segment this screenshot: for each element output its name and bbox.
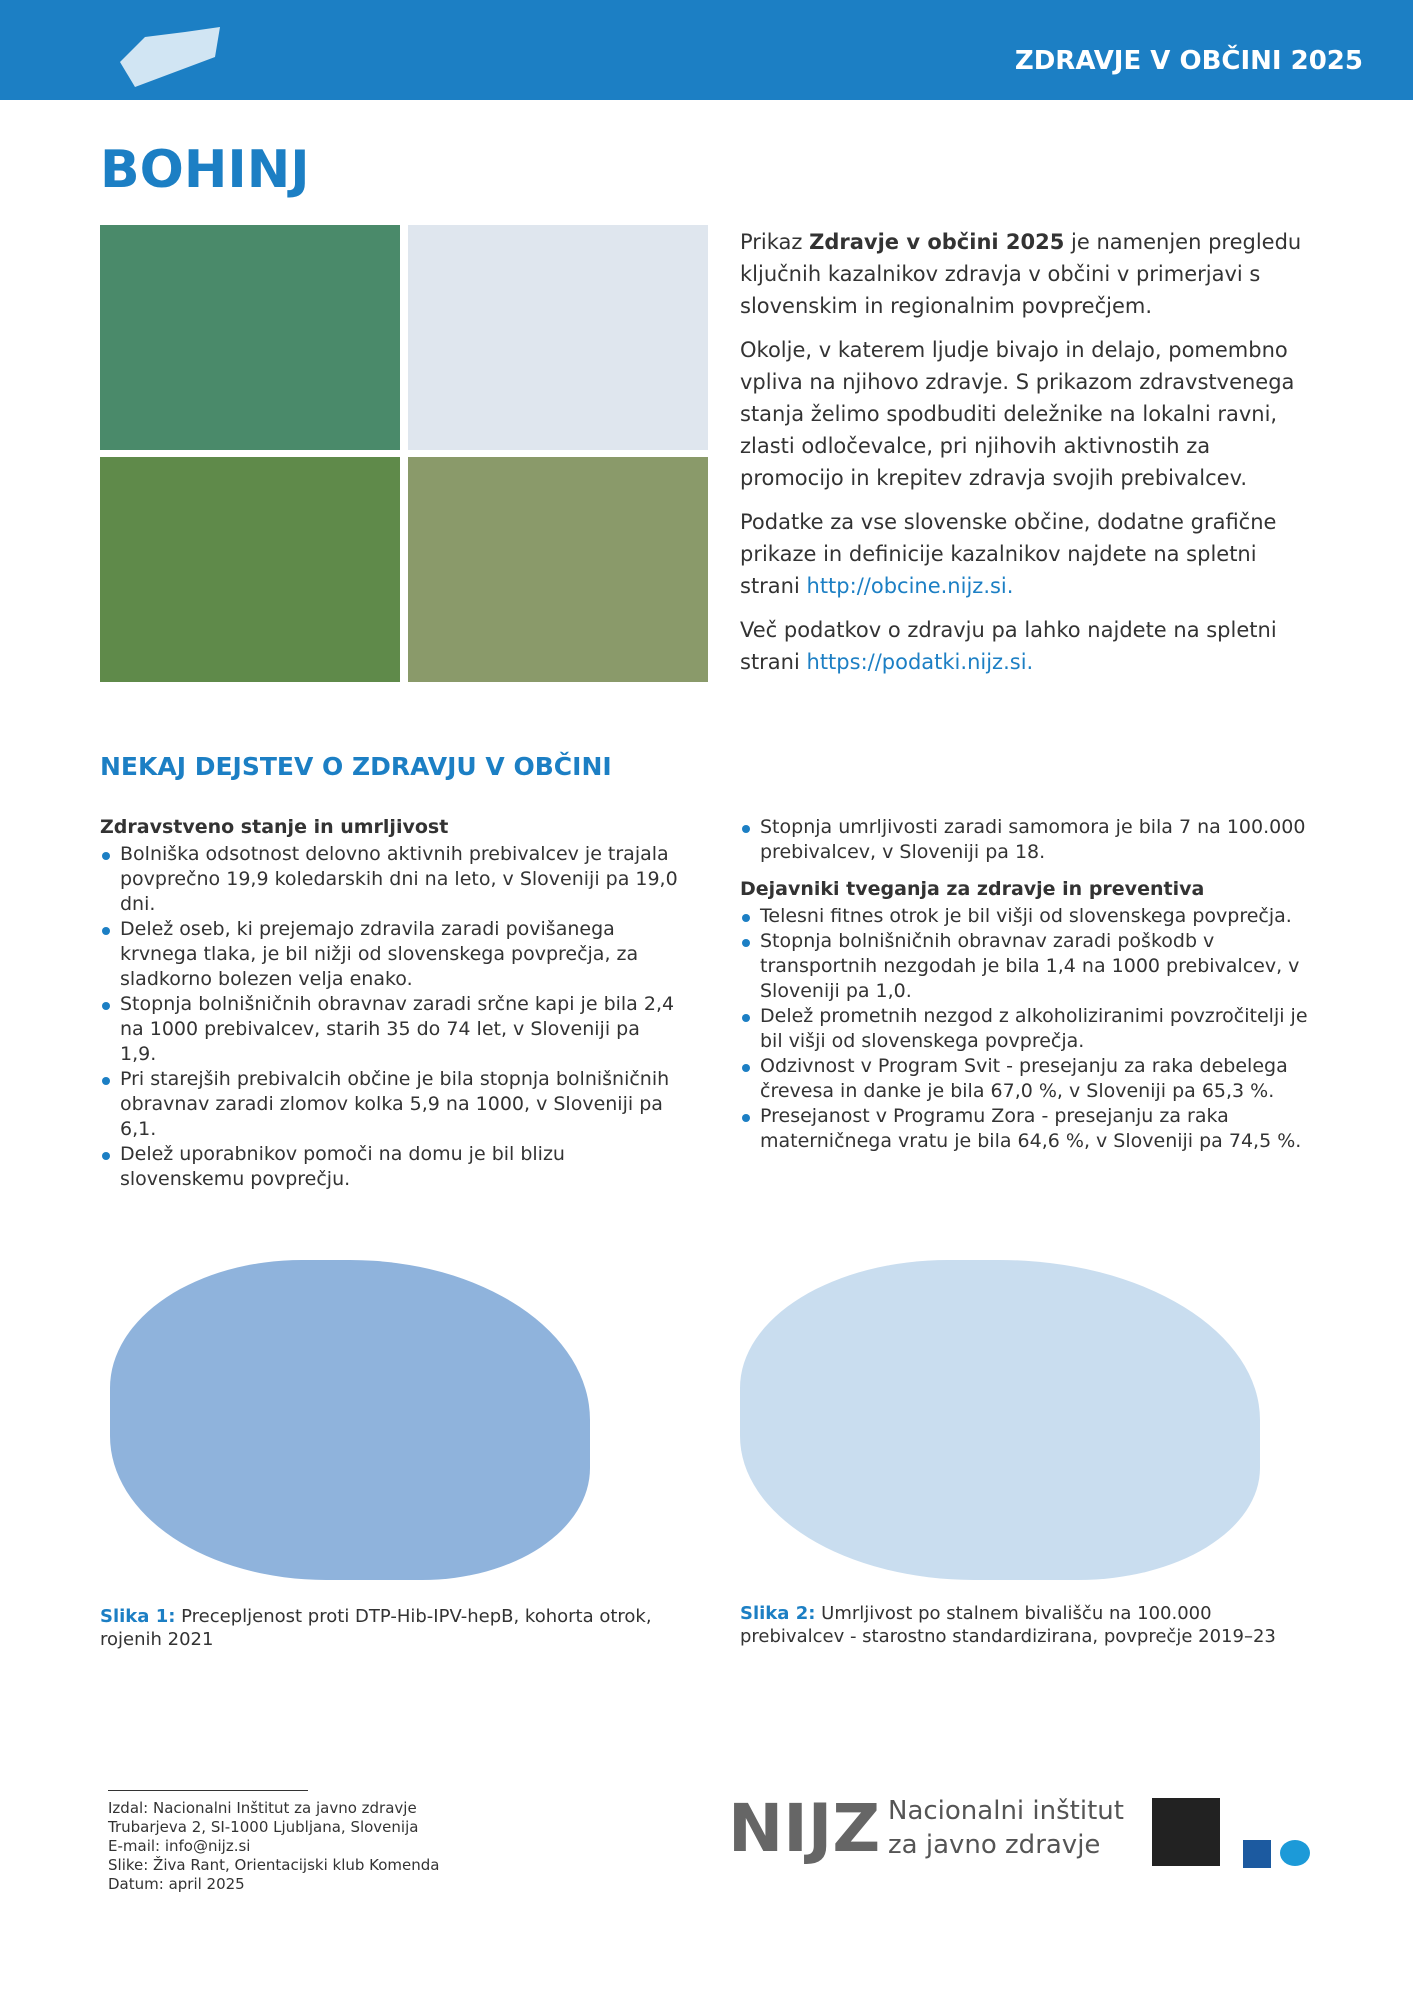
- intro-text: Prikaz Zdravje v občini 2025 je namenjen pregledu ključnih kazalnikov zdravja v občini v primerjavi s slovenskim in regionalnim povprečjem. Okolje, v katerem ljudje bivajo in delajo, pomembno vpliva na njihovo zdravje. S prikazom zdravstvenega stanja želimo spodbuditi deležnike na lokalni ravni, zlasti odločevalce, pri njihovih aktivnostih za promocijo in krepitev zdravja svojih prebivalcev. Podatke za vse slovenske občine, dodatne grafične prikaze in definicije kazalnikov najdete na spletni strani http://obcine.nijz.si. Več podatkov o zdravju pa lahko najdete na spletni strani https://podatki.nijz.si.: [740, 230, 1302, 674]
- map-vaccination: [110, 1260, 590, 1580]
- link-podatki[interactable]: https://podatki.nijz.si.: [806, 650, 1034, 674]
- slovenia-logo-icon: [115, 22, 225, 92]
- twitter-icon[interactable]: [1280, 1840, 1310, 1866]
- caption-fig2: Slika 2: Umrljivost po stalnem bivališču na 100.000 prebivalcev - starostno standardizirana, povprečje 2019–23: [740, 1603, 1276, 1647]
- facts-title: NEKAJ DEJSTEV O ZDRAVJU V OBČINI: [100, 752, 612, 781]
- header-bar: [0, 0, 1413, 100]
- facebook-icon[interactable]: [1243, 1840, 1271, 1868]
- photo-fitness: [408, 457, 708, 682]
- nijz-logo: NIJZ Nacionalni inštitut za javno zdravje: [728, 1790, 1124, 1867]
- caption-fig1: Slika 1: Precepljenost proti DTP-Hib-IPV-hepB, kohorta otrok, rojenih 2021: [100, 1606, 652, 1650]
- photo-skiing: [408, 225, 708, 450]
- photo-hiking: [100, 457, 400, 682]
- facts-right: Stopnja umrljivosti zaradi samomora je bila 7 na 100.000 prebivalcev, v Sloveniji pa 18. Dejavniki tveganja za zdravje in preventiva Telesni fitnes otrok je bil višji od slovenskega povprečja. Stopnja bolnišničnih obravnav zaradi poškodb v transportnih nezgodah je bila 1,4 na 1000 prebivalcev, v Sloveniji pa 1,0. Delež prometnih nezgod z alkoholiziranimi povzročitelji je bil višji od slovenskega povprečja. Odzivnost v Program Svit - presejanju za raka debelega črevesa in danke je bila 67,0 %, v Sloveniji pa 65,3 %. Presejanost v Programu Zora - presejanju za raka materničnega vratu je bila 64,6 %, v Sloveniji pa 74,5 %.: [740, 815, 1320, 1154]
- photo-canoe: [100, 225, 400, 450]
- map-mortality: [740, 1260, 1260, 1580]
- page-title: BOHINJ: [100, 140, 310, 200]
- facts-left: Zdravstveno stanje in umrljivost Bolniška odsotnost delovno aktivnih prebivalcev je trajala povprečno 19,9 koledarskih dni na leto, v Sloveniji pa 19,0 dni. Delež oseb, ki prejemajo zdravila zaradi povišanega krvnega tlaka, je bil nižji od slovenskega povprečja, za sladkorno bolezen velja enako. Stopnja bolnišničnih obravnav zaradi srčne kapi je bila 2,4 na 1000 prebivalcev, starih 35 do 74 let, v Sloveniji pa 1,9. Pri starejših prebivalcih občine je bila stopnja bolnišničnih obravnav zaradi zlomov kolka 5,9 na 1000, v Sloveniji pa 6,1. Delež uporabnikov pomoči na domu je bil blizu slovenskemu povprečju.: [100, 815, 680, 1192]
- qr-code-icon[interactable]: [1152, 1798, 1220, 1866]
- header-title: ZDRAVJE V OBČINI 2025: [1014, 46, 1363, 76]
- link-obcine[interactable]: http://obcine.nijz.si.: [806, 574, 1014, 598]
- footer-info: Izdal: Nacionalni Inštitut za javno zdravje Trubarjeva 2, SI-1000 Ljubljana, Slovenija E-mail: info@nijz.si Slike: Živa Rant, Orientacijski klub Komenda Datum: april 2025: [108, 1790, 308, 1894]
